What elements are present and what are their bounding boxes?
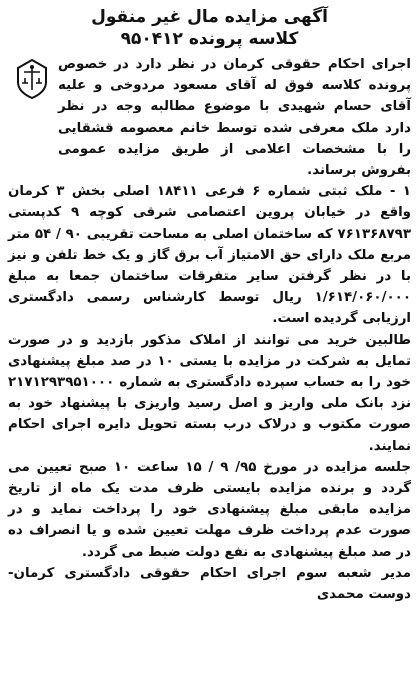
header (8, 6, 411, 50)
case-number: کلاسه پرونده ۹۵۰۴۱۲ (120, 29, 299, 49)
session-paragraph: جلسه مزایده در مورخ ۹۵/ ۹ / ۱۵ ساعت ۱۰ صبح تعیین می گردد و برنده مزایده بایستی ظرف مدت یک ماه از تاریخ مزایده مابقی مبلغ پیشنهادی خود را پرداخت نماید و در صورت عدم پرداخت ظرف مهلت تعیین شده و یا انصراف ده در صد مبلغ پیشنهادی به نفع دولت ضبط می گردد. (8, 459, 412, 560)
property-paragraph: ۱ - ملک ثبتی شماره ۶ فرعی ۱۸۴۱۱ اصلی بخش ۳ کرمان واقع در خیابان پروین اعتصامی شرقی کوچه ۹ کدپستی ۷۶۱۳۶۸۷۹۳ که ساختمان اصلی به مساحت تقریبی ۹۰ / ۵۴ متر مربع ملک دارای حق الامتیاز آب برق گاز و یک خط تلفن و نیز با در نظر گرفتن سایر متفرقات ساختمان جمعا به مبلغ ۱/۶۱۴/۰۶۰/۰۰۰ ریال توسط کارشناس رسمی دادگستری ارزیابی گردیده است. (8, 184, 412, 327)
judiciary-emblem-icon (12, 56, 52, 100)
signature: مدیر شعبه سوم اجرای احکام حقوقی دادگستری کرمان- دوست محمدی (8, 565, 411, 603)
notice-title: آگهی مزایده مال غیر منقول (91, 7, 328, 27)
auction-notice (8, 4, 411, 678)
intro-paragraph: اجرای احکام حقوقی کرمان در نظر دارد در خصوص پرونده کلاسه فوق له آقای مسعود مردوخی و علیه آقای حسام شهیدی با موضوع مطالبه وجه در نظر دارد ملک معرفی شده توسط خانم معصومه قشقایی را با مشخصات اعلامی از طریق مزایده عمومی بفروش برساند. (58, 57, 411, 179)
notice-body (8, 54, 411, 605)
bidding-paragraph: طالبین خرید می توانند از املاک مذکور بازدید و در صورت تمایل به شرکت در مزایده با یستی ۱۰ در صد مبلغ پیشنهادی خود را به حساب سپرده دادگستری به شماره ۲۱۷۱۲۹۳۹۵۱۰۰۰ نزد بانک ملی واریز و اصل رسید واریزی با پیشنهاد خود به صورت مکتوب و درلاک درب بسته تحویل دایره اجرای احکام نمایند. (8, 332, 411, 454)
